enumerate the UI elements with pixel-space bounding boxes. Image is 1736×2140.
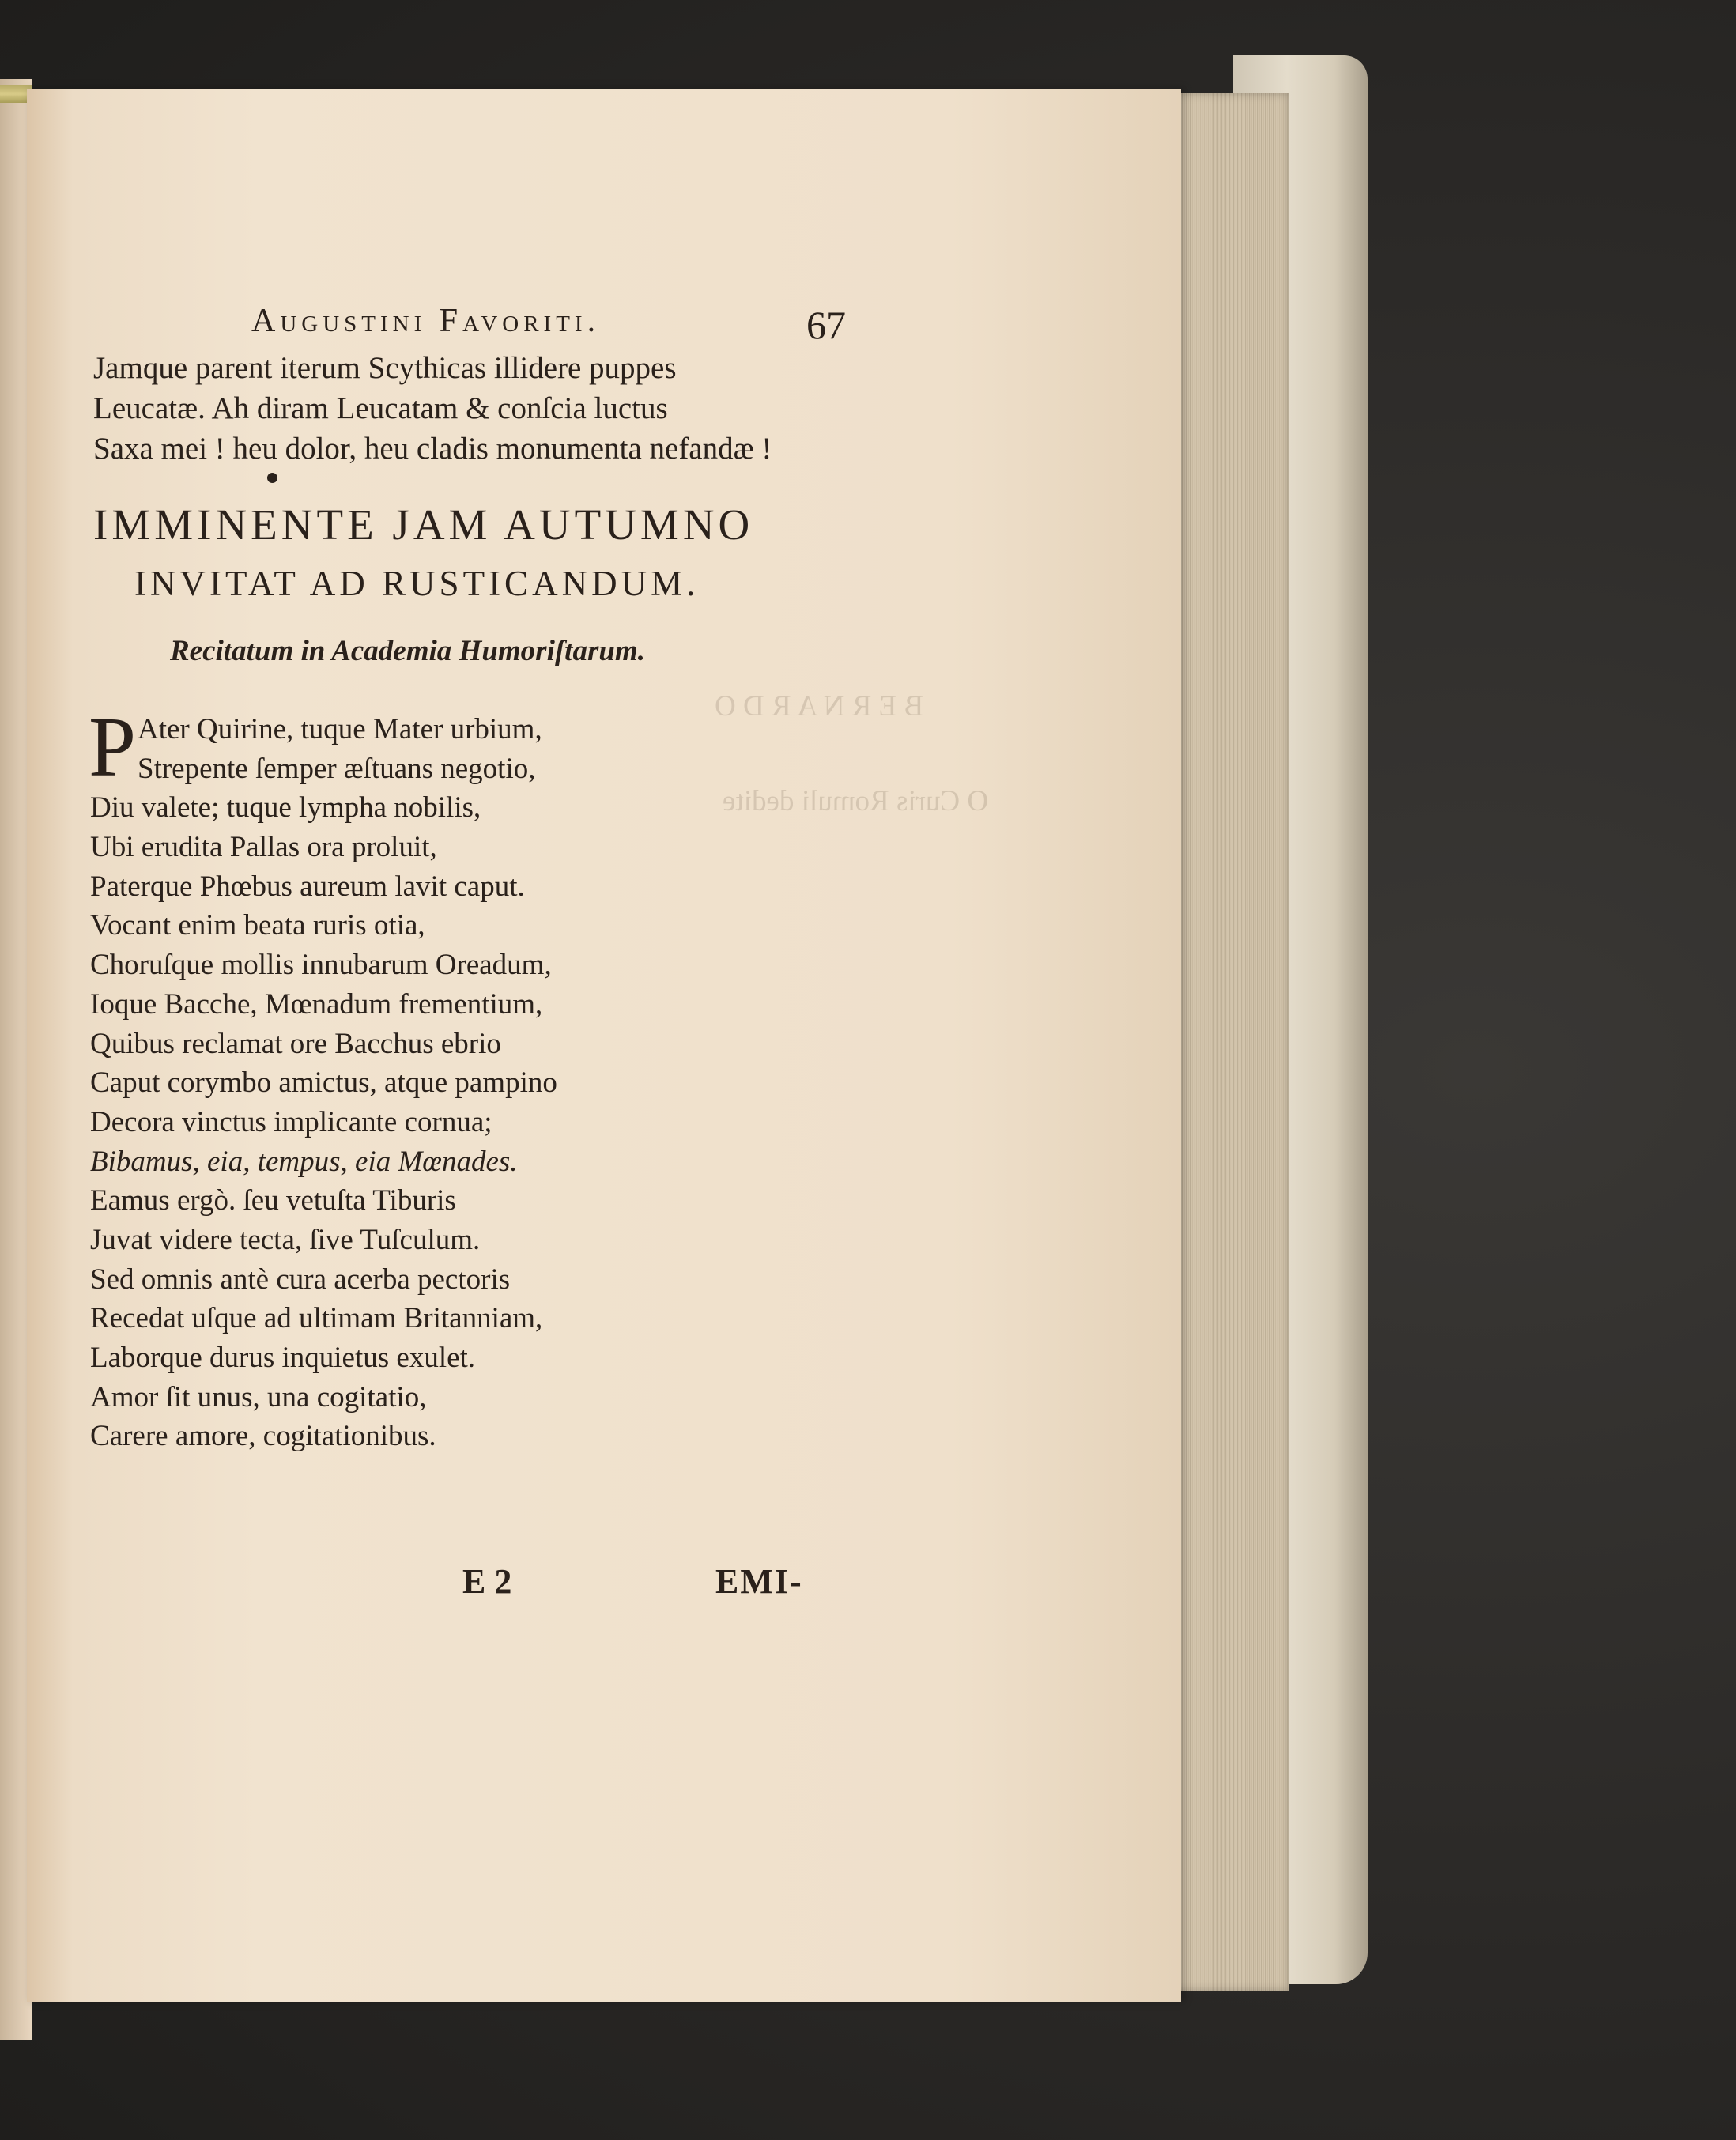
poem-line: Vocant enim beata ruris otia, [90,909,425,942]
running-head: Augustini Favoriti. [251,303,601,339]
signature-mark: E 2 [462,1562,512,1601]
poem-line: Strepente ſemper æſtuans negotio, [138,752,536,785]
poem-body [90,710,557,1456]
verse-line: Leucatæ. Ah diram Leucatam & conſcia luctus [93,391,668,425]
poem-title-line2: INVITAT AD RUSTICANDUM. [134,564,700,603]
page-fore-edge [1162,93,1289,1991]
poem-line: Quibus reclamat ore Bacchus ebrio [90,1027,501,1060]
poem-line: Diu valete; tuque lympha nobilis, [90,791,481,825]
catchword: EMI- [715,1562,803,1601]
poem-line: Choruſque mollis innubarum Oreadum, [90,949,552,982]
poem-line: Decora vinctus implicante cornua; [90,1105,492,1138]
poem-line: Laborque durus inquietus exulet. [90,1342,476,1374]
poem-line: Caput corymbo amictus, atque pampino [90,1066,557,1100]
poem-line: Ubi erudita Pallas ora proluit, [90,831,437,864]
poem-line: Sed omnis antè cura acerba pectoris [90,1262,511,1296]
verse-line: Saxa mei ! heu dolor, heu cladis monumenta nefandæ ! [93,432,772,466]
poem-subtitle: Recitatum in Academia Humoriſtarum. [170,635,645,667]
poem-line: Paterque Phœbus aureum lavit caput. [90,870,525,903]
drop-cap: P [89,700,137,794]
verse-line: Jamque parent iterum Scythicas illidere puppes [93,351,677,385]
page-number: 67 [806,303,846,347]
ornament-dot [267,473,277,483]
poem-line: Amor ſit unus, una cogitatio, [90,1380,427,1413]
poem-line: Eamus ergò. ſeu vetuſta Tiburis [90,1184,456,1217]
poem-line: Bibamus, eia, tempus, eia Mœnades. [90,1145,518,1178]
poem-line: Carere amore, cogitationibus. [90,1420,436,1453]
poem-line: Recedat uſque ad ultimam Britanniam, [90,1302,543,1335]
show-through-text: O Curis Romuli dedite [723,785,989,817]
poem-line: Ater Quirine, tuque Mater urbium, [138,713,542,745]
poem-line: Ioque Bacche, Mœnadum frementium, [90,987,543,1021]
show-through-text: B E R N A R D O [715,690,924,723]
poem-title-line1: IMMINENTE JAM AUTUMNO [93,500,754,549]
poem-line: Juvat videre tecta, ſive Tuſculum. [90,1223,481,1256]
